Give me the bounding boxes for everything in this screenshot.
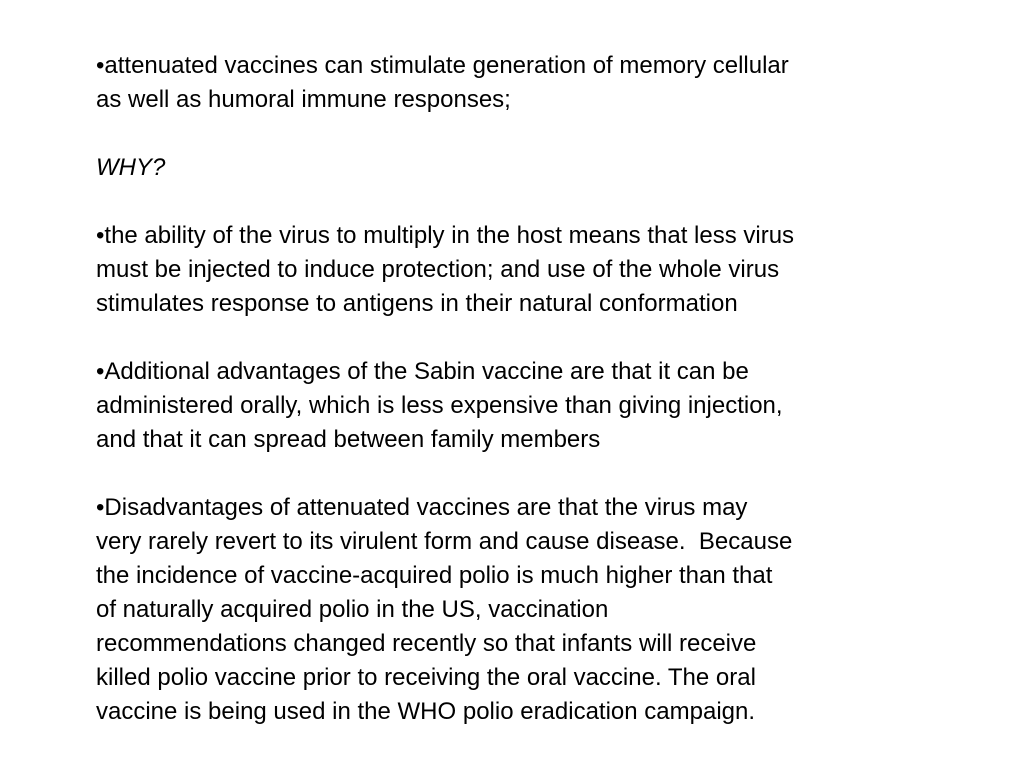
text-line: of naturally acquired polio in the US, vaccination [96, 596, 609, 623]
text-line: recommendations changed recently so that infants will receive [96, 630, 757, 657]
text-line: killed polio vaccine prior to receiving the oral vaccine. The oral [96, 664, 756, 691]
paragraph-sabin-advantages [96, 355, 946, 457]
text-line: and that it can spread between family members [96, 426, 601, 453]
text-line: stimulates response to antigens in their natural conformation [96, 290, 738, 317]
text-line: •Additional advantages of the Sabin vaccine are that it can be [96, 358, 749, 385]
paragraph-gap [96, 185, 946, 219]
text-line: the incidence of vaccine-acquired polio is much higher than that [96, 562, 773, 589]
text-line: administered orally, which is less expensive than giving injection, [96, 392, 783, 419]
why-heading [96, 151, 946, 185]
text-line: •the ability of the virus to multiply in the host means that less virus [96, 222, 795, 249]
paragraph-attenuated-memory [96, 49, 946, 117]
paragraph-gap [96, 321, 946, 355]
paragraph-virus-multiply [96, 219, 946, 321]
text-line: very rarely revert to its virulent form and cause disease. Because [96, 528, 793, 555]
slide-body [96, 49, 946, 729]
text-line: as well as humoral immune responses; [96, 86, 511, 113]
text-line: must be injected to induce protection; and use of the whole virus [96, 256, 780, 283]
paragraph-gap [96, 457, 946, 491]
paragraph-disadvantages [96, 491, 946, 729]
text-line: •Disadvantages of attenuated vaccines are that the virus may [96, 494, 748, 521]
text-line: WHY? [96, 154, 166, 181]
text-line: •attenuated vaccines can stimulate generation of memory cellular [96, 52, 789, 79]
paragraph-gap [96, 117, 946, 151]
text-line: vaccine is being used in the WHO polio eradication campaign. [96, 698, 756, 725]
